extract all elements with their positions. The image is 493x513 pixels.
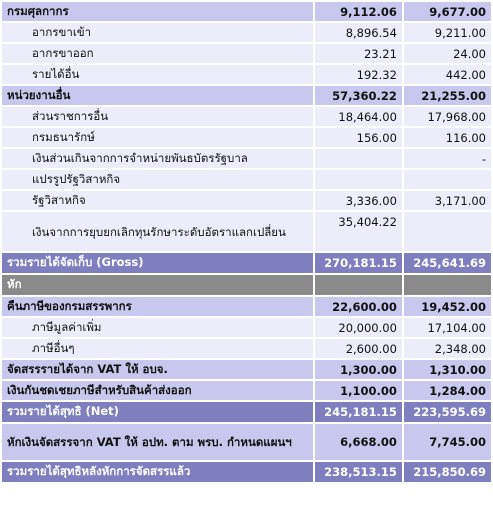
table-row xyxy=(2,65,491,84)
value-cell-2: - xyxy=(404,149,491,168)
table-row xyxy=(2,360,491,379)
row-label: อากรขาออก xyxy=(2,44,313,63)
table-row xyxy=(2,402,491,422)
value-cell-2: 9,211.00 xyxy=(404,23,491,42)
row-label: หน่วยงานอื่น xyxy=(2,86,313,105)
table-row xyxy=(2,275,491,295)
value-cell-1: 6,668.00 xyxy=(315,424,402,460)
value-cell-2 xyxy=(404,170,491,189)
table-row xyxy=(2,253,491,273)
value-cell-1: 3,336.00 xyxy=(315,191,402,210)
value-cell-2: 2,348.00 xyxy=(404,339,491,358)
table-row xyxy=(2,86,491,105)
value-cell-1: 8,896.54 xyxy=(315,23,402,42)
table-row xyxy=(2,149,491,168)
table-row xyxy=(2,424,491,460)
value-cell-1: 57,360.22 xyxy=(315,86,402,105)
value-cell-2: 24.00 xyxy=(404,44,491,63)
table-row xyxy=(2,212,491,251)
row-label: เงินจากการยุบยกเลิกทุนรักษาระดับอัตราแลกเปลี่ยน xyxy=(2,212,313,251)
row-label: หัก xyxy=(2,275,313,295)
value-cell-1: 1,100.00 xyxy=(315,381,402,400)
value-cell-2: 17,104.00 xyxy=(404,318,491,337)
row-label: ส่วนราชการอื่น xyxy=(2,107,313,126)
row-label: รายได้อื่น xyxy=(2,65,313,84)
table-row xyxy=(2,2,491,21)
value-cell-2: 7,745.00 xyxy=(404,424,491,460)
row-label: กรมธนารักษ์ xyxy=(2,128,313,147)
value-cell-1: 35,404.22 xyxy=(315,212,402,251)
value-cell-1: 9,112.06 xyxy=(315,2,402,21)
value-cell-2: 1,310.00 xyxy=(404,360,491,379)
row-label: รวมรายได้จัดเก็บ (Gross) xyxy=(2,253,313,273)
value-cell-1: 270,181.15 xyxy=(315,253,402,273)
value-cell-1: 245,181.15 xyxy=(315,402,402,422)
value-cell-2 xyxy=(404,212,491,251)
row-label: ภาษีมูลค่าเพิ่ม xyxy=(2,318,313,337)
value-cell-1: 22,600.00 xyxy=(315,297,402,316)
row-label: ภาษีอื่นๆ xyxy=(2,339,313,358)
table-row xyxy=(2,462,491,482)
row-label: เงินกันชดเชยภาษีสำหรับสินค้าส่งออก xyxy=(2,381,313,400)
table-row xyxy=(2,44,491,63)
value-cell-1 xyxy=(315,275,402,295)
value-cell-1: 20,000.00 xyxy=(315,318,402,337)
value-cell-2: 3,171.00 xyxy=(404,191,491,210)
table-row xyxy=(2,23,491,42)
table-row xyxy=(2,107,491,126)
row-label: จัดสรรรายได้จาก VAT ให้ อบจ. xyxy=(2,360,313,379)
value-cell-1: 18,464.00 xyxy=(315,107,402,126)
value-cell-2: 1,284.00 xyxy=(404,381,491,400)
value-cell-1 xyxy=(315,149,402,168)
value-cell-1: 2,600.00 xyxy=(315,339,402,358)
value-cell-2: 223,595.69 xyxy=(404,402,491,422)
table-row xyxy=(2,297,491,316)
table-row xyxy=(2,318,491,337)
value-cell-1: 156.00 xyxy=(315,128,402,147)
value-cell-1: 1,300.00 xyxy=(315,360,402,379)
table-row xyxy=(2,128,491,147)
row-label: อากรขาเข้า xyxy=(2,23,313,42)
value-cell-2: 17,968.00 xyxy=(404,107,491,126)
value-cell-2: 19,452.00 xyxy=(404,297,491,316)
value-cell-2 xyxy=(404,275,491,295)
value-cell-2: 21,255.00 xyxy=(404,86,491,105)
value-cell-1: 238,513.15 xyxy=(315,462,402,482)
row-label: หักเงินจัดสรรจาก VAT ให้ อปท. ตาม พรบ. กำหนดแผนฯ xyxy=(2,424,313,460)
row-label: คืนภาษีของกรมสรรพากร xyxy=(2,297,313,316)
row-label: รวมรายได้สุทธิหลังหักการจัดสรรแล้ว xyxy=(2,462,313,482)
row-label: รัฐวิสาหกิจ xyxy=(2,191,313,210)
table-row xyxy=(2,339,491,358)
value-cell-1: 23.21 xyxy=(315,44,402,63)
table-row xyxy=(2,170,491,189)
row-label: เงินส่วนเกินจากการจำหน่ายพันธบัตรรัฐบาล xyxy=(2,149,313,168)
row-label: กรมศุลกากร xyxy=(2,2,313,21)
value-cell-2: 215,850.69 xyxy=(404,462,491,482)
value-cell-2: 245,641.69 xyxy=(404,253,491,273)
value-cell-2: 116.00 xyxy=(404,128,491,147)
row-label: แปรรูปรัฐวิสาหกิจ xyxy=(2,170,313,189)
row-label: รวมรายได้สุทธิ (Net) xyxy=(2,402,313,422)
value-cell-1 xyxy=(315,170,402,189)
table-row xyxy=(2,381,491,400)
value-cell-1: 192.32 xyxy=(315,65,402,84)
value-cell-2: 9,677.00 xyxy=(404,2,491,21)
table-row xyxy=(2,191,491,210)
value-cell-2: 442.00 xyxy=(404,65,491,84)
